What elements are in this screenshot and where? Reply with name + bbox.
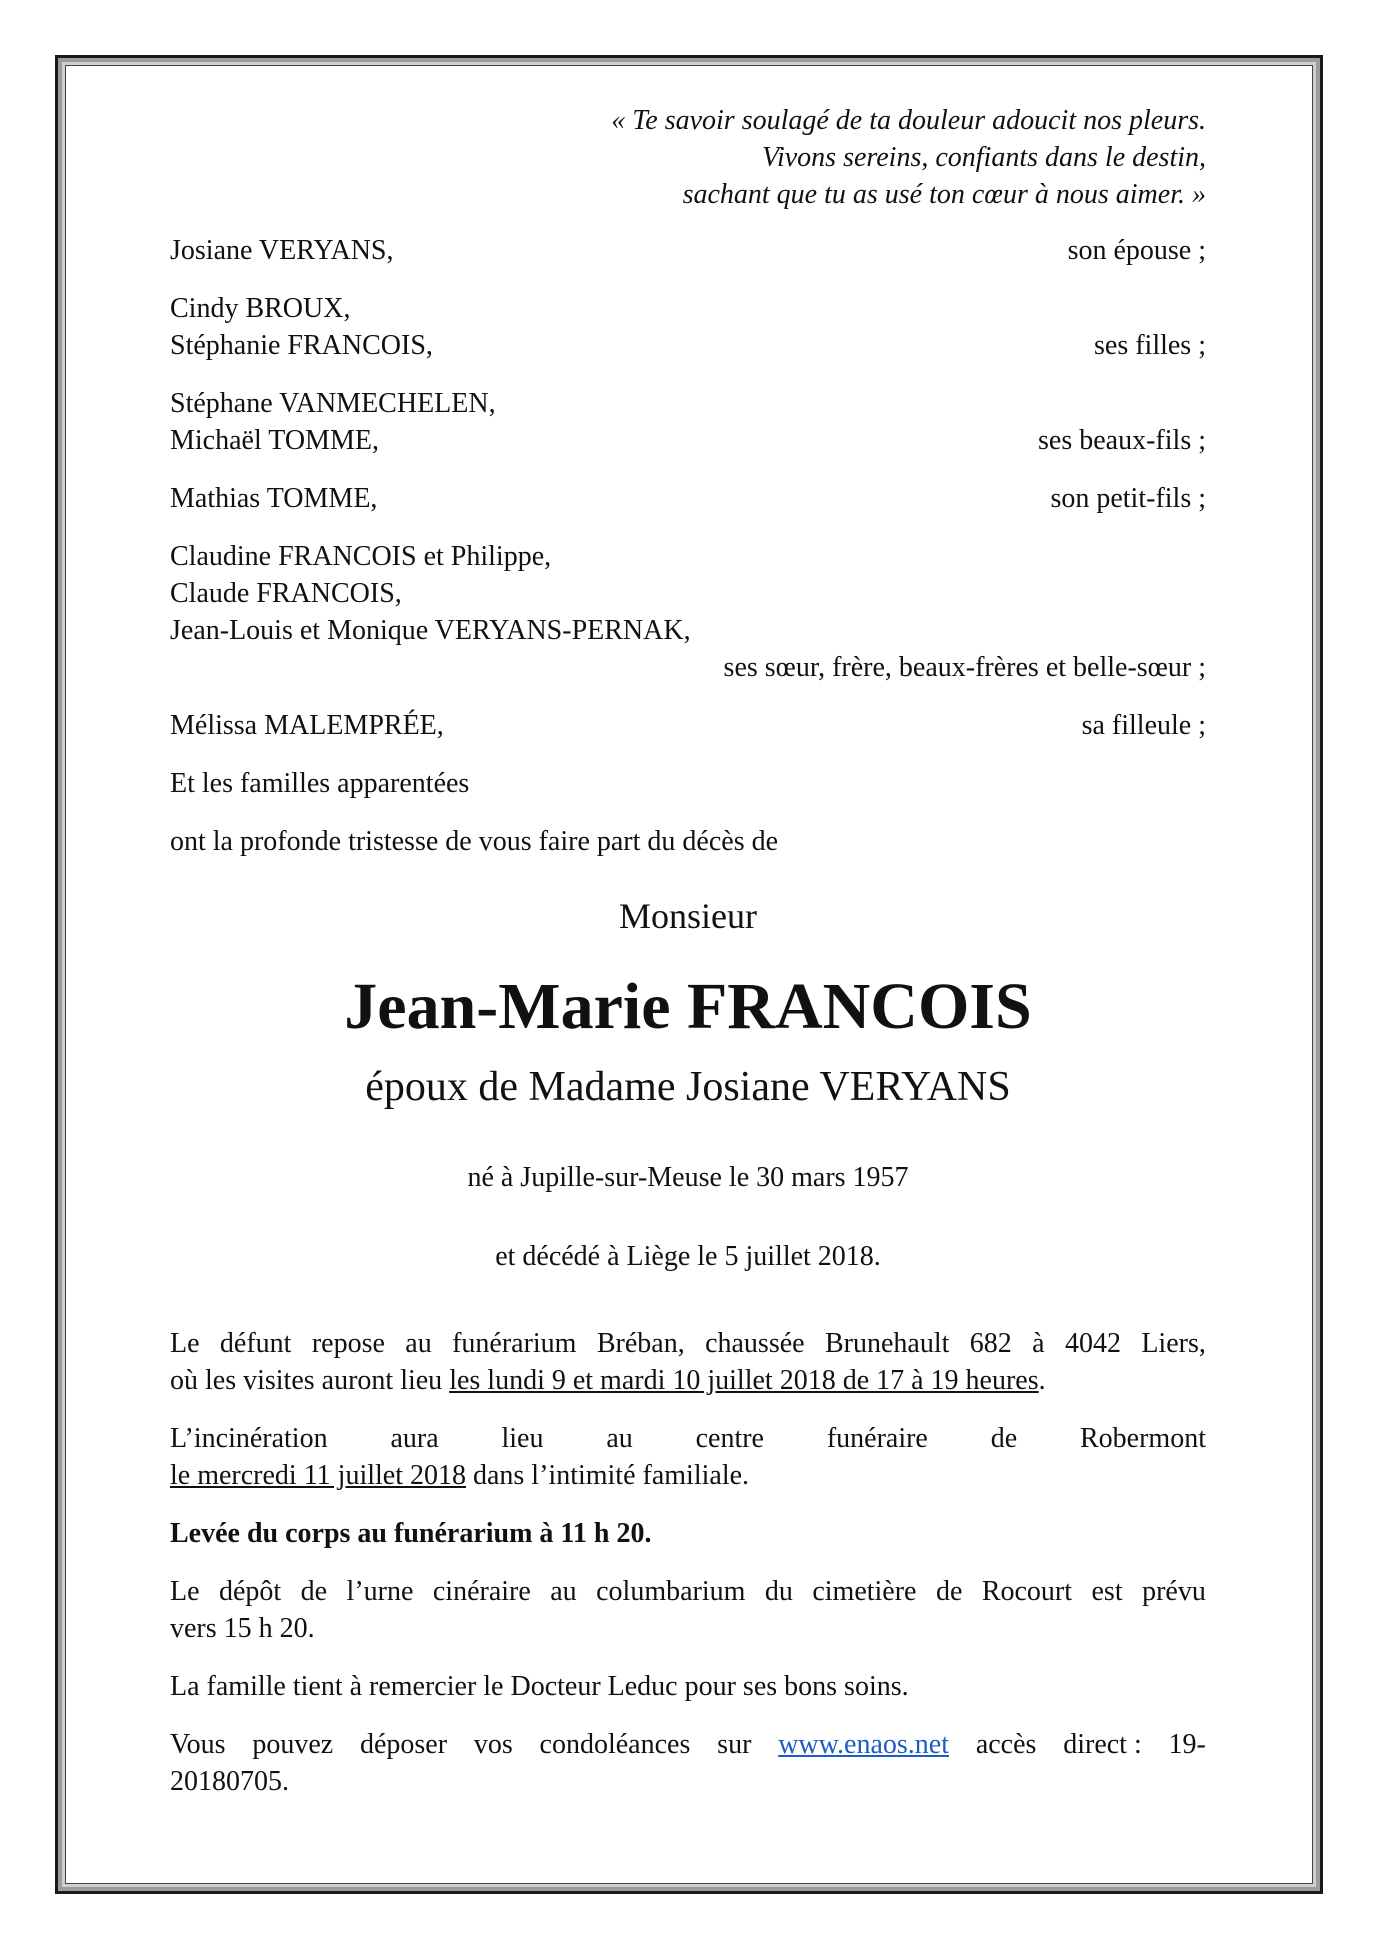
thanks-paragraph: La famille tient à remercier le Docteur Leduc pour ses bons soins. (170, 1671, 909, 1702)
daughter-name: Cindy BROUX, (170, 293, 351, 324)
enaos-link[interactable]: www.enaos.net (778, 1729, 950, 1760)
family-spouse (170, 232, 1206, 269)
spouse-relation: son épouse ; (1067, 235, 1206, 266)
epigraph-quote (170, 102, 1206, 213)
word: funérarium (452, 1328, 577, 1359)
word: Le (170, 1576, 200, 1607)
document-page (65, 65, 1313, 1884)
word: du (764, 1576, 793, 1607)
grandson-name: Mathias TOMME, (170, 483, 378, 514)
word: de (300, 1576, 328, 1607)
repose-line-post: . (1038, 1365, 1046, 1396)
sibling-name: Jean-Louis et Monique VERYANS-PERNAK, (170, 615, 691, 646)
condolences-paragraph (170, 1726, 1206, 1800)
repose-line (170, 1325, 1206, 1362)
word: Liers, (1141, 1328, 1206, 1359)
deceased-title: Monsieur (619, 896, 757, 936)
birth-info: né à Jupille-sur-Meuse le 30 mars 1957 (467, 1162, 909, 1193)
quote-line: « Te savoir soulagé de ta douleur adoucit nos pleurs. (611, 105, 1206, 136)
cremation-rest: dans l’intimité familiale. (465, 1460, 750, 1491)
son-in-law-name: Michaël TOMME, (170, 425, 379, 456)
word: repose (311, 1328, 385, 1359)
repose-paragraph (170, 1325, 1206, 1399)
levee-notice: Levée du corps au funérarium à 11 h 20. (170, 1518, 652, 1549)
word: 4042 (1064, 1328, 1121, 1359)
son-in-law-name: Stéphane VANMECHELEN, (170, 388, 496, 419)
cremation-date: le mercredi 11 juillet 2018 (170, 1460, 466, 1491)
cremation-word: Robermont (1080, 1423, 1206, 1454)
cremation-line (170, 1420, 1206, 1457)
word: à (1032, 1328, 1045, 1359)
word: prévu (1142, 1576, 1206, 1607)
urn-line (170, 1573, 1206, 1610)
family-sons-in-law (170, 385, 1206, 459)
condo-word: condoléances (539, 1729, 691, 1760)
word: est (1091, 1576, 1123, 1607)
goddaughter-name: Mélissa MALEMPRÉE, (170, 710, 444, 741)
obituary-content (170, 102, 1206, 1800)
page-border-inner (62, 62, 1316, 1887)
death-info: et décédé à Liège le 5 juillet 2018. (495, 1241, 881, 1272)
condolences-line (170, 1726, 1206, 1763)
word: cinéraire (432, 1576, 531, 1607)
cremation-word: L’incinération (170, 1423, 328, 1454)
word: au (550, 1576, 577, 1607)
condo-word: pouvez (252, 1729, 334, 1760)
sons-in-law-relation: ses beaux-fils ; (1038, 425, 1206, 456)
cremation-word: au (606, 1423, 633, 1454)
deceased-name: Jean-Marie FRANCOIS (344, 970, 1032, 1043)
daughter-name: Stéphanie FRANCOIS, (170, 330, 433, 361)
condo-word: Vous (170, 1729, 226, 1760)
family-grandson (170, 480, 1206, 517)
cremation-word: de (990, 1423, 1018, 1454)
word: défunt (219, 1328, 292, 1359)
condo-word: déposer (359, 1729, 448, 1760)
announcement-text: ont la profonde tristesse de vous faire part du décès de (170, 826, 779, 857)
daughters-relation: ses filles ; (1094, 330, 1206, 361)
direct-access-code: 20180705. (170, 1766, 289, 1797)
word: l’urne (346, 1576, 414, 1607)
word: 682 (969, 1328, 1012, 1359)
cremation-word: aura (390, 1423, 439, 1454)
family-goddaughter (170, 707, 1206, 744)
condo-word: vos (473, 1729, 513, 1760)
condo-word: 19- (1168, 1729, 1206, 1760)
word: au (405, 1328, 432, 1359)
condo-word: accès (975, 1729, 1037, 1760)
page-border (55, 55, 1323, 1894)
quote-line: sachant que tu as usé ton cœur à nous aimer. » (682, 179, 1206, 210)
grandson-relation: son petit-fils ; (1050, 483, 1206, 514)
cremation-word: centre (695, 1423, 764, 1454)
word: de (935, 1576, 963, 1607)
word: Le (170, 1328, 200, 1359)
spouse-name: Josiane VERYANS, (170, 235, 394, 266)
deceased-spouse: époux de Madame Josiane VERYANS (365, 1064, 1011, 1110)
cremation-word: lieu (501, 1423, 544, 1454)
cremation-paragraph (170, 1420, 1206, 1494)
quote-line: Vivons sereins, confiants dans le destin, (761, 142, 1206, 173)
sibling-name: Claude FRANCOIS, (170, 578, 402, 609)
family-siblings (170, 538, 1206, 686)
word: dépôt (218, 1576, 282, 1607)
condo-word: direct : (1063, 1729, 1142, 1760)
goddaughter-relation: sa filleule ; (1081, 710, 1206, 741)
cremation-word: funéraire (826, 1423, 928, 1454)
word: Rocourt (981, 1576, 1073, 1607)
family-daughters (170, 290, 1206, 364)
urn-line: vers 15 h 20. (170, 1613, 315, 1644)
visiting-hours: les lundi 9 et mardi 10 juillet 2018 de 17 à 19 heures (449, 1365, 1039, 1396)
word: chaussée (705, 1328, 805, 1359)
condo-word: sur (717, 1729, 752, 1760)
siblings-relation: ses sœur, frère, beaux-frères et belle-sœur ; (723, 652, 1206, 683)
word: cimetière (812, 1576, 917, 1607)
sibling-name: Claudine FRANCOIS et Philippe, (170, 541, 552, 572)
repose-line-pre: où les visites auront lieu (170, 1365, 450, 1396)
word: Brunehault (824, 1328, 950, 1359)
word: columbarium (596, 1576, 746, 1607)
related-families: Et les familles apparentées (170, 768, 470, 799)
word: Bréban, (596, 1328, 685, 1359)
urn-paragraph (170, 1573, 1206, 1647)
